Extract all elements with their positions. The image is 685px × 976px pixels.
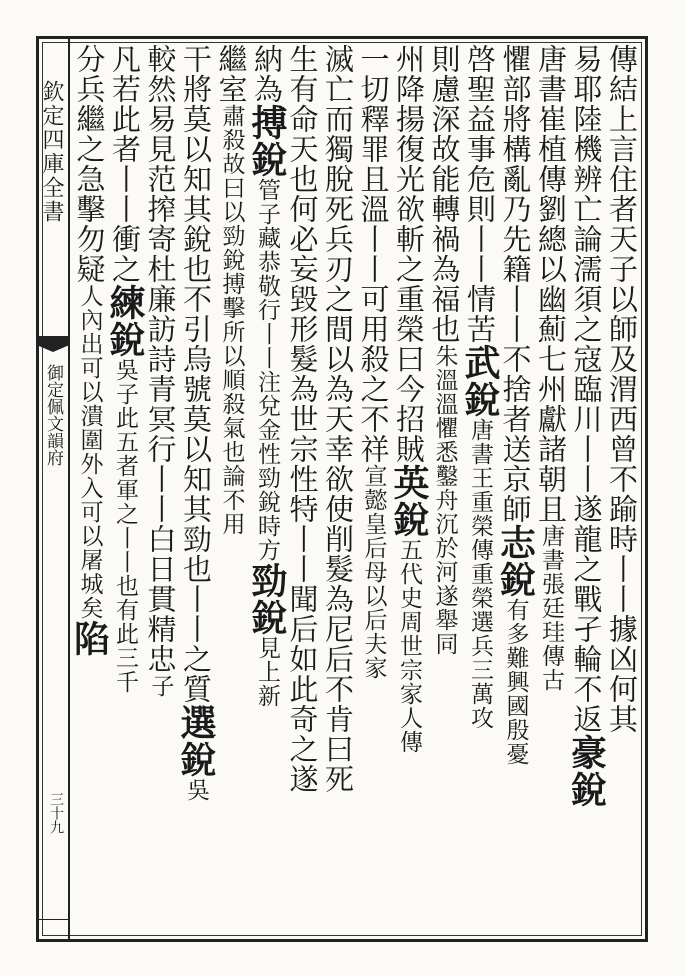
text-run: 宣懿皇后母以后夫家 xyxy=(360,464,387,680)
text-run: 唐書崔植傳劉總以幽薊七州獻諸朝且 xyxy=(534,44,568,524)
text-run: 生有命天也何必妄毀形髮為世宗性特丨丨聞后如此奇之遂 xyxy=(285,44,320,794)
text-run: 分兵繼之急擊勿疑 xyxy=(72,44,107,284)
entry-heading: 練銳 xyxy=(104,284,146,358)
text-run: 啓聖益事危則丨丨情苦 xyxy=(463,44,497,344)
text-column xyxy=(104,44,146,934)
text-column xyxy=(321,44,357,934)
text-run: 有多難興國殷憂 xyxy=(502,598,529,766)
text-run: 論不用 xyxy=(218,464,245,536)
text-run: 易耶陸機辨亡論濡須之寇臨川丨丨遂龍之戰孑輪不返 xyxy=(569,44,604,734)
margin-strip xyxy=(36,36,70,942)
text-run: 唐書張廷珪傳古 xyxy=(538,524,564,692)
text-run: 滅亡而獨脫死兵刃之間以為天幸欲使削髮為尼后不肯曰死 xyxy=(321,44,355,794)
text-column xyxy=(427,44,463,934)
text-run: 朱溫溫懼悉鑿舟沉於河遂舉同 xyxy=(431,344,458,656)
text-run: 納為 xyxy=(250,44,284,104)
text-run: 干將莫以知其銳也不引烏號莫以知其勁也丨丨之質 xyxy=(179,44,213,704)
text-run: 懼部將構亂乃先籍丨丨不捨者送京師 xyxy=(498,44,533,524)
text-run: 五代史周世宗家人傳 xyxy=(396,538,422,754)
fishtail-mark-icon xyxy=(38,336,68,352)
entry-heading: 豪銳 xyxy=(565,734,608,808)
text-run: 凡若此者丨丨衝之 xyxy=(108,44,142,284)
entry-heading: 勁銳 xyxy=(246,562,288,636)
text-column xyxy=(534,44,570,934)
text-column xyxy=(494,44,537,934)
text-column xyxy=(565,44,608,934)
text-run: 則慮深故能轉禍為福也 xyxy=(427,44,462,344)
text-column xyxy=(68,44,111,934)
text-column xyxy=(356,44,392,934)
text-column xyxy=(459,44,501,934)
text-run: 吳 xyxy=(183,778,209,802)
text-column xyxy=(214,44,250,934)
text-column xyxy=(175,44,217,934)
text-run: 人內出可以潰圍外入可以屠城矣 xyxy=(76,284,103,620)
text-column xyxy=(143,44,179,934)
text-run: 傳結上言住者天子以師及渭西曾不踰時丨丨據凶何其 xyxy=(605,44,639,734)
text-column xyxy=(246,44,288,934)
section-title: 御定佩文韻府 xyxy=(43,364,63,466)
entry-heading: 搏銳 xyxy=(246,104,288,178)
text-run: 一切釋罪且溫丨丨可用殺之不祥 xyxy=(356,44,391,464)
text-run: 肅殺故曰以勁銳搏擊所以順殺氣也 xyxy=(218,104,245,464)
text-column xyxy=(285,44,321,934)
text-column xyxy=(605,44,641,934)
text-run: 唐書王重榮傳重榮選兵三萬攻 xyxy=(467,418,493,730)
text-column xyxy=(388,44,430,934)
entry-heading: 志銳 xyxy=(494,524,537,598)
text-run: 吳子此五者軍之丨丨也有此三千 xyxy=(112,358,138,694)
entry-heading: 陷 xyxy=(68,620,111,657)
text-run: 州降揚復光欲斬之重榮曰今招賊 xyxy=(392,44,426,464)
text-run: 見上新 xyxy=(254,636,280,708)
entry-heading: 選銳 xyxy=(175,704,217,778)
entry-heading: 英銳 xyxy=(388,464,430,538)
margin-bottom-rule xyxy=(38,919,68,942)
book-title: 欽定四庫全書 xyxy=(39,80,64,224)
text-run: 管子藏恭敬行丨丨注兌金性勁銳時方 xyxy=(254,178,280,562)
entry-heading: 武銳 xyxy=(459,344,501,418)
page-number: 三十九 xyxy=(48,792,64,834)
text-run: 繼室 xyxy=(214,44,249,104)
text-run: 較然易見范搾寄杜廉訪詩青冥行丨丨白日貫精忠 xyxy=(143,44,178,674)
text-run: 子 xyxy=(147,674,174,698)
